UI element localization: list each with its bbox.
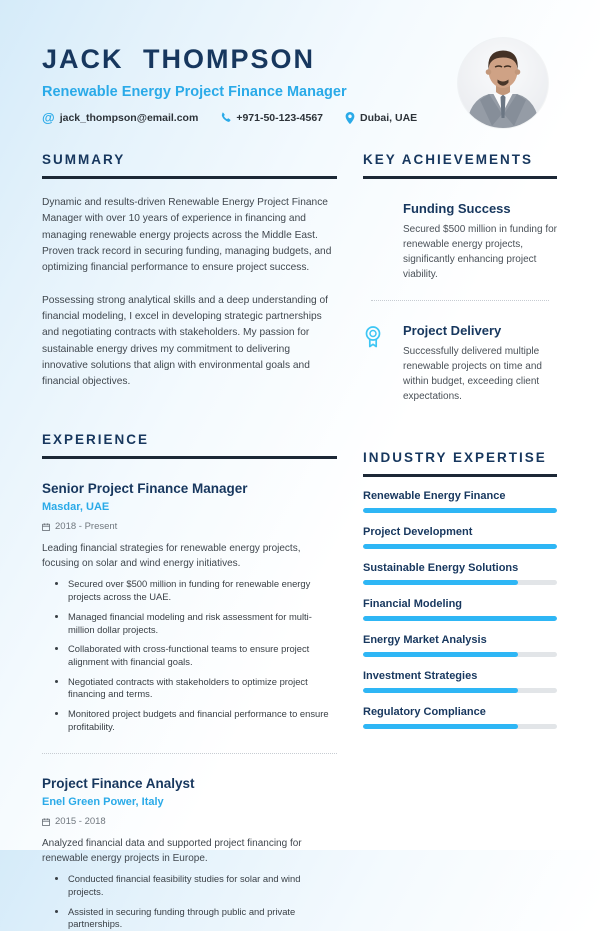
calendar-icon — [42, 523, 50, 531]
experience-job — [42, 481, 337, 733]
contact-phone — [220, 112, 323, 124]
content-columns — [42, 152, 558, 931]
contact-email — [42, 111, 198, 124]
skill-item — [363, 562, 557, 585]
summary-paragraph: Possessing strong analytical skills and a deep understanding of financial modeling, I excel in developing strategic partnerships and negotiating contracts with stakeholders. My passion for sustainable energy drives my commitment to delivering innovative solutions that align with environmental goals and financial objectives. — [42, 294, 328, 388]
skill-item — [363, 706, 557, 729]
summary-paragraph: Dynamic and results-driven Renewable Energy Project Finance Manager with over 10 years of experience in financing and managing renewable energy projects across the Middle East. Proven track record in securing funding, managing budgets, and optimizing financial performance to ensure project success. — [42, 197, 332, 274]
contact-email-label: jack_thompson@email.com — [59, 111, 199, 124]
phone-icon — [220, 112, 231, 123]
job-bullet: • Assisted in securing funding through public and private partnerships. — [68, 906, 337, 931]
summary-section — [42, 152, 337, 390]
key-achievements-section — [363, 152, 557, 404]
job-bullet-list — [42, 873, 337, 931]
person-name: JACK THOMPSON — [42, 44, 316, 74]
skill-item — [363, 526, 557, 549]
job-bullet: • Collaborated with cross-functional teams to ensure project alignment with financial goals. — [68, 643, 337, 668]
achievement-item — [363, 323, 557, 404]
job-bullet: • Managed financial modeling and risk assessment for multi-million dollar projects. — [68, 611, 337, 636]
skill-item — [363, 490, 557, 513]
job-description: Leading financial strategies for renewable energy projects, focusing on solar and wind energy initiatives. — [42, 543, 301, 570]
job-dates-label: 2018 - Present — [55, 521, 118, 533]
industry-expertise-section — [363, 450, 557, 729]
skill-bar-track — [363, 544, 557, 549]
job-bullet-list — [42, 578, 337, 733]
job-bullet: • Negotiated contracts with stakeholders to optimize project financing and terms. — [68, 676, 337, 701]
skill-bar-track — [363, 580, 557, 585]
header — [42, 44, 558, 124]
skill-bar-track — [363, 688, 557, 693]
person-job-title: Renewable Energy Project Finance Manager — [42, 84, 347, 100]
achievement-text: Successfully delivered multiple renewable projects on time and within budget, exceeding client expectations. — [403, 346, 542, 402]
job-company: Masdar, UAE — [42, 501, 110, 514]
contact-location-label: Dubai, UAE — [360, 111, 418, 124]
achievement-item — [363, 201, 557, 282]
section-rule — [363, 474, 557, 477]
section-rule — [42, 176, 337, 179]
skill-bar-track — [363, 616, 557, 621]
skill-bar-fill — [363, 724, 518, 729]
summary-heading: SUMMARY — [42, 152, 126, 167]
skill-name: Investment Strategies — [363, 670, 478, 682]
achievement-text: Secured $500 million in funding for renewable energy projects, significantly enhancing project viability. — [403, 224, 557, 280]
skill-bar-fill — [363, 508, 557, 513]
achievement-separator — [371, 300, 549, 301]
skill-name: Renewable Energy Finance — [363, 490, 506, 502]
section-rule — [42, 456, 337, 459]
right-column — [363, 152, 557, 931]
avatar-illustration — [458, 38, 548, 128]
skill-name: Project Development — [363, 526, 473, 538]
achievement-body — [403, 201, 557, 282]
location-pin-icon — [345, 112, 355, 124]
skill-name: Sustainable Energy Solutions — [363, 562, 519, 574]
achievement-body — [403, 323, 557, 404]
skill-bar-track — [363, 652, 557, 657]
job-role: Project Finance Analyst — [42, 776, 195, 792]
achievement-title: Project Delivery — [403, 323, 502, 338]
job-separator — [42, 753, 337, 754]
skill-bar-fill — [363, 652, 518, 657]
profile-photo — [458, 38, 548, 128]
skill-bar-fill — [363, 616, 557, 621]
skill-bar-track — [363, 508, 557, 513]
skill-name: Energy Market Analysis — [363, 634, 487, 646]
calendar-icon — [42, 818, 50, 826]
skill-bar-fill — [363, 544, 557, 549]
left-column — [42, 152, 337, 931]
skill-item — [363, 634, 557, 657]
industry-expertise-heading: INDUSTRY EXPERTISE — [363, 450, 547, 465]
at-icon: @ — [42, 110, 55, 125]
skill-item — [363, 598, 557, 621]
experience-heading: EXPERIENCE — [42, 432, 150, 448]
job-bullet: • Monitored project budgets and financial performance to ensure profitability. — [68, 708, 337, 733]
job-company: Enel Green Power, Italy — [42, 796, 164, 809]
skill-bar-track — [363, 724, 557, 729]
job-role: Senior Project Finance Manager — [42, 481, 248, 497]
achievement-icon-slot — [363, 201, 403, 282]
job-dates-label: 2015 - 2018 — [55, 816, 106, 828]
skill-name: Regulatory Compliance — [363, 706, 486, 718]
key-achievements-heading: KEY ACHIEVEMENTS — [363, 152, 534, 167]
job-bullet: • Conducted financial feasibility studies for solar and wind projects. — [68, 873, 337, 898]
skill-item — [363, 670, 557, 693]
experience-job — [42, 776, 337, 931]
job-dates — [42, 816, 337, 827]
section-rule — [363, 176, 557, 179]
skill-list — [363, 490, 557, 729]
skill-bar-fill — [363, 580, 518, 585]
job-bullet: • Secured over $500 million in funding for renewable energy projects across the UAE. — [68, 578, 337, 603]
skill-bar-fill — [363, 688, 518, 693]
ribbon-icon — [363, 325, 383, 349]
achievement-icon-slot — [363, 323, 403, 404]
contact-phone-label: +971-50-123-4567 — [236, 111, 324, 124]
achievement-title: Funding Success — [403, 201, 511, 216]
skill-name: Financial Modeling — [363, 598, 463, 610]
job-description: Analyzed financial data and supported project financing for renewable energy projects in Europe. — [42, 838, 302, 865]
contact-location — [345, 112, 417, 124]
job-dates — [42, 521, 337, 532]
experience-section — [42, 432, 337, 931]
